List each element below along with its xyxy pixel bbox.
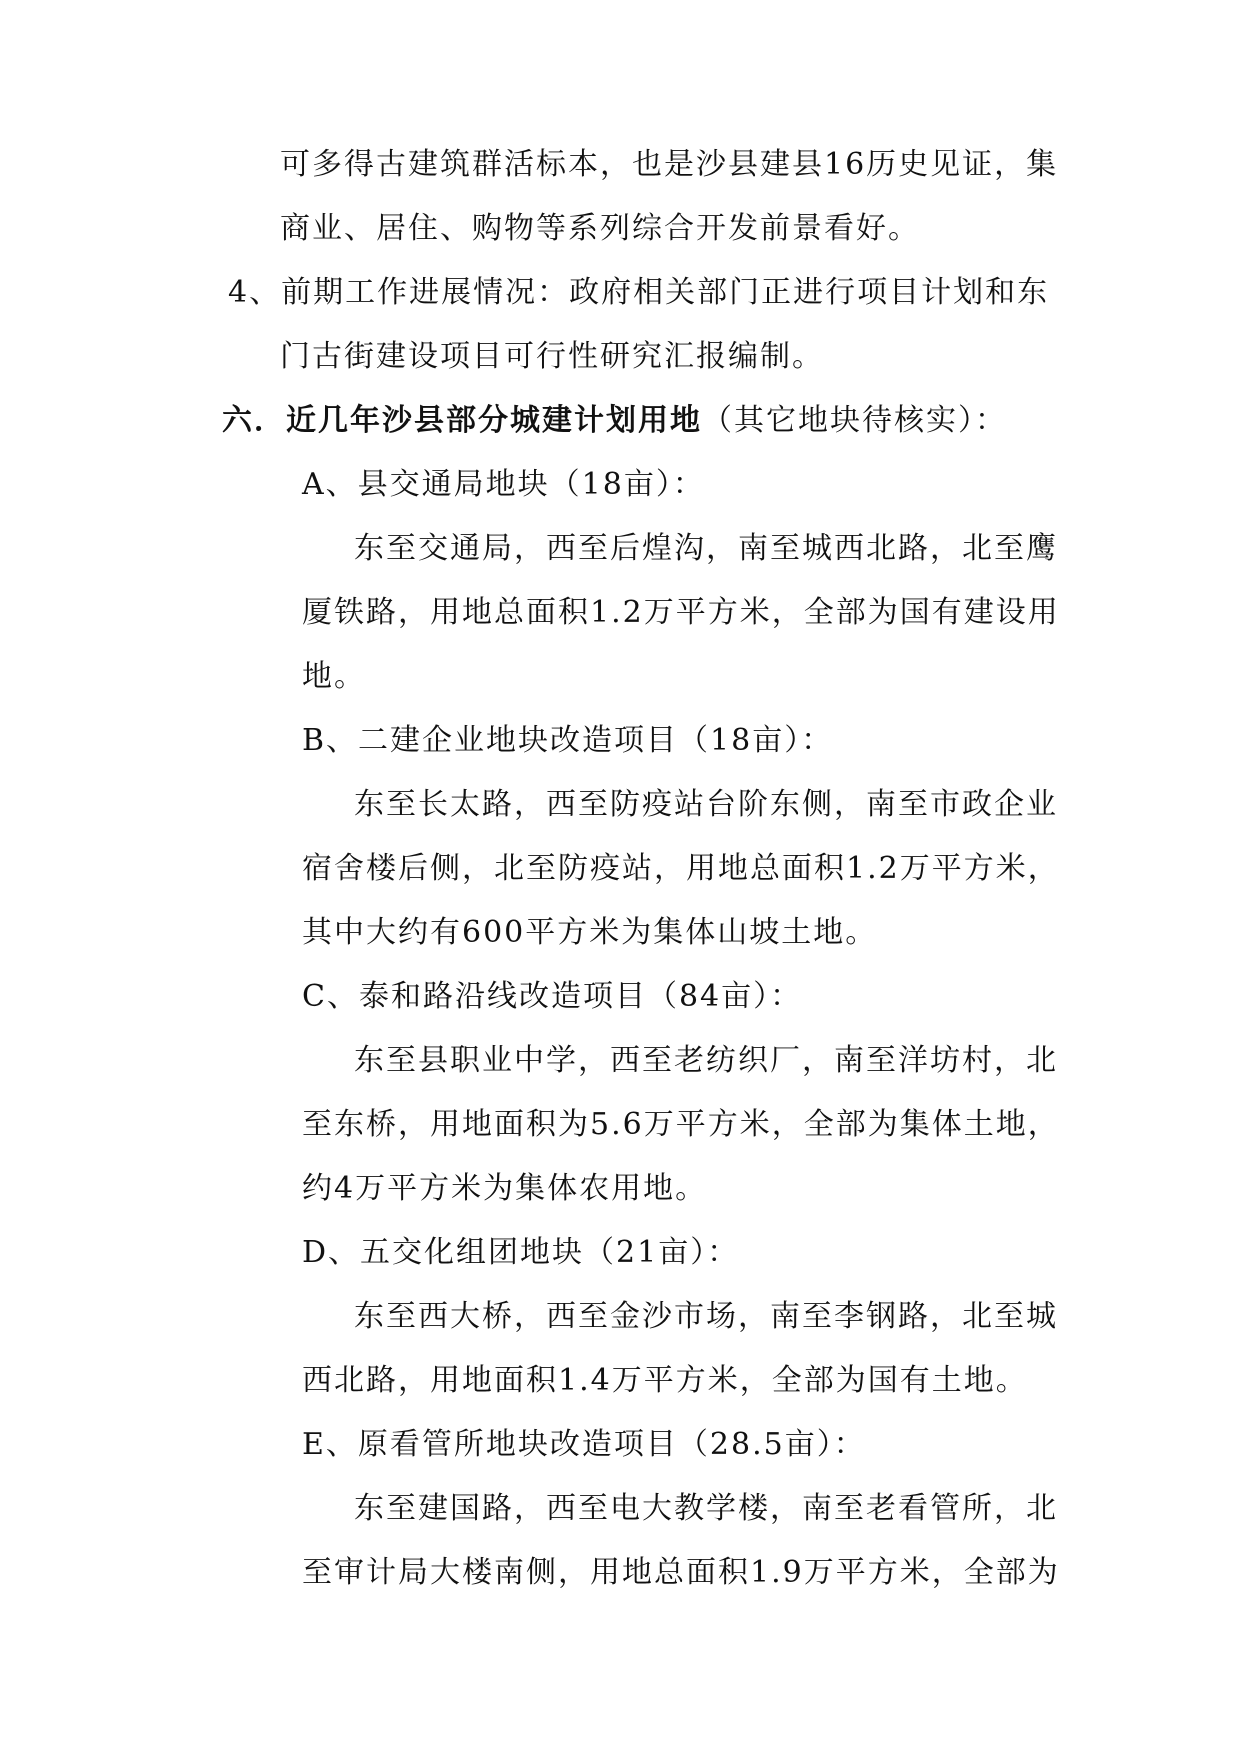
subsection-title: B、二建企业地块改造项目（18亩）： bbox=[302, 723, 834, 758]
paragraph-line: 门古街建设项目可行性研究汇报编制。 bbox=[280, 339, 824, 374]
section-heading-title: 六．近几年沙县部分城建计划用地 bbox=[222, 403, 702, 438]
subsection-title: C、泰和路沿线改造项目（84亩）： bbox=[302, 979, 803, 1014]
paragraph-line: 宿舍楼后侧，北至防疫站，用地总面积1.2万平方米， bbox=[302, 851, 1060, 886]
section-heading bbox=[222, 401, 1007, 441]
paragraph-line: 地。 bbox=[302, 659, 366, 694]
paragraph-line: 可多得古建筑群活标本，也是沙县建县16历史见证，集 bbox=[280, 147, 1059, 182]
paragraph-line: 约4万平方米为集体农用地。 bbox=[302, 1171, 708, 1206]
paragraph-line: 至审计局大楼南侧，用地总面积1.9万平方米，全部为 bbox=[302, 1555, 1060, 1590]
paragraph-line: 东至建国路，西至电大教学楼，南至老看管所，北 bbox=[354, 1491, 1058, 1526]
section-heading-note: （其它地块待核实）： bbox=[702, 403, 1007, 438]
paragraph-line: 西北路，用地面积1.4万平方米，全部为国有土地。 bbox=[302, 1363, 1028, 1398]
subsection-title: E、原看管所地块改造项目（28.5亩）： bbox=[302, 1427, 866, 1462]
paragraph-line: 东至西大桥，西至金沙市场，南至李钢路，北至城 bbox=[354, 1299, 1058, 1334]
paragraph-line: 至东桥，用地面积为5.6万平方米，全部为集体土地， bbox=[302, 1107, 1060, 1142]
paragraph-line: 东至县职业中学，西至老纺织厂，南至洋坊村，北 bbox=[354, 1043, 1058, 1078]
paragraph-line: 厦铁路，用地总面积1.2万平方米，全部为国有建设用 bbox=[302, 595, 1060, 630]
subsection-title: D、五交化组团地块（21亩）： bbox=[302, 1235, 740, 1270]
paragraph-line: 商业、居住、购物等系列综合开发前景看好。 bbox=[280, 211, 920, 246]
paragraph-line: 4、前期工作进展情况：政府相关部门正进行项目计划和东 bbox=[228, 275, 1050, 310]
paragraph-line: 东至长太路，西至防疫站台阶东侧，南至市政企业 bbox=[354, 787, 1058, 822]
paragraph-line: 东至交通局，西至后煌沟，南至城西北路，北至鹰 bbox=[354, 531, 1058, 566]
paragraph-line: 其中大约有600平方米为集体山坡土地。 bbox=[302, 915, 878, 950]
subsection-title: A、县交通局地块（18亩）： bbox=[302, 467, 705, 502]
